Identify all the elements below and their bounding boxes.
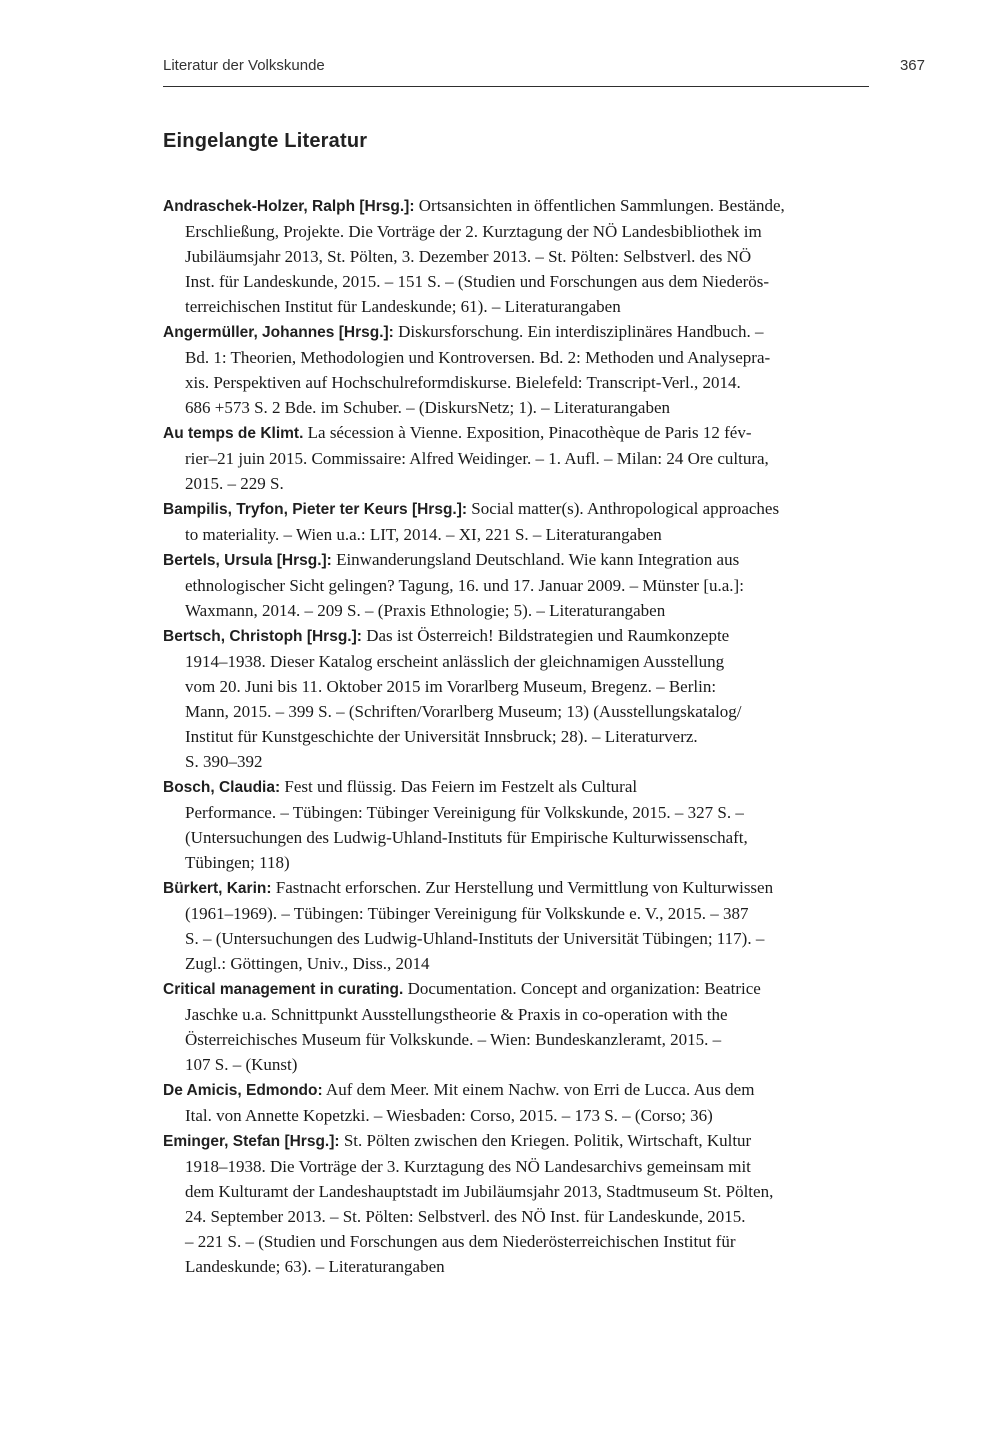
entry-line: Mann, 2015. – 399 S. – (Schriften/Vorarlberg Museum; 13) (Ausstellungskatalog/ bbox=[185, 702, 742, 721]
entry-author: Au temps de Klimt. bbox=[163, 425, 304, 442]
entry-line: terreichischen Institut für Landeskunde; 61). – Literaturangaben bbox=[185, 297, 621, 316]
entry-line: Bampilis, Tryfon, Pieter ter Keurs [Hrsg.]: Social matter(s). Anthropological approaches bbox=[163, 499, 780, 518]
entry-line: Angermüller, Johannes [Hrsg.]: Diskursforschung. Ein interdisziplinäres Handbuch. – bbox=[163, 322, 764, 341]
entry-line: Bertsch, Christoph [Hrsg.]: Das ist Österreich! Bildstrategien und Raumkonzepte bbox=[163, 626, 730, 645]
entry-line: Jaschke u.a. Schnittpunkt Ausstellungstheorie & Praxis in co-operation with the bbox=[185, 1005, 728, 1024]
entry-line: (1961–1969). – Tübingen: Tübinger Vereinigung für Volkskunde e. V., 2015. – 387 bbox=[185, 904, 749, 923]
entry-line: Ital. von Annette Kopetzki. – Wiesbaden: Corso, 2015. – 173 S. – (Corso; 36) bbox=[185, 1106, 713, 1125]
entry-line: De Amicis, Edmondo: Auf dem Meer. Mit einem Nachw. von Erri de Lucca. Aus dem bbox=[163, 1080, 755, 1099]
section-heading: Eingelangte Literatur bbox=[163, 130, 368, 152]
bibliography-entry bbox=[163, 976, 877, 1077]
entry-line: 1914–1938. Dieser Katalog erscheint anlässlich der gleichnamigen Ausstellung bbox=[185, 652, 725, 671]
entry-line: 107 S. – (Kunst) bbox=[185, 1055, 298, 1074]
bibliography-entry bbox=[163, 875, 877, 976]
entry-line: rier–21 juin 2015. Commissaire: Alfred Weidinger. – 1. Aufl. – Milan: 24 Ore cultura, bbox=[185, 449, 769, 468]
entry-line: 686 +573 S. 2 Bde. im Schuber. – (DiskursNetz; 1). – Literaturangaben bbox=[185, 398, 671, 417]
entry-author: Angermüller, Johannes [Hrsg.]: bbox=[163, 324, 394, 341]
running-header-title: Literatur der Volkskunde bbox=[163, 57, 325, 74]
bibliography-entry bbox=[163, 193, 877, 319]
bibliography-entry bbox=[163, 420, 877, 496]
entry-line: Österreichisches Museum für Volkskunde. – Wien: Bundeskanzleramt, 2015. – bbox=[185, 1030, 722, 1049]
entry-line: (Untersuchungen des Ludwig-Uhland-Instituts für Empirische Kulturwissenschaft, bbox=[185, 828, 748, 847]
entry-line: 1918–1938. Die Vorträge der 3. Kurztagung des NÖ Landesarchivs gemeinsam mit bbox=[185, 1157, 751, 1176]
entry-author: Eminger, Stefan [Hrsg.]: bbox=[163, 1133, 340, 1150]
bibliography-entry bbox=[163, 1077, 877, 1128]
header-divider bbox=[163, 86, 869, 87]
page-number: 367 bbox=[899, 57, 925, 74]
entry-line: Landeskunde; 63). – Literaturangaben bbox=[185, 1257, 445, 1276]
entry-line: Eminger, Stefan [Hrsg.]: St. Pölten zwischen den Kriegen. Politik, Wirtschaft, Kultur bbox=[163, 1131, 752, 1150]
bibliography-entry bbox=[163, 547, 877, 623]
entry-line: Performance. – Tübingen: Tübinger Vereinigung für Volkskunde, 2015. – 327 S. – bbox=[185, 803, 744, 822]
bibliography-list bbox=[163, 193, 877, 1279]
entry-line: dem Kulturamt der Landeshauptstadt im Jubiläumsjahr 2013, Stadtmuseum St. Pölten, bbox=[185, 1182, 774, 1201]
running-header bbox=[163, 57, 925, 74]
bibliography-entry bbox=[163, 623, 877, 774]
entry-line: Zugl.: Göttingen, Univ., Diss., 2014 bbox=[185, 954, 430, 973]
entry-line: Bosch, Claudia: Fest und flüssig. Das Feiern im Festzelt als Cultural bbox=[163, 777, 638, 796]
entry-line: Bürkert, Karin: Fastnacht erforschen. Zur Herstellung und Vermittlung von Kulturwissen bbox=[163, 878, 774, 897]
entry-line: ethnologischer Sicht gelingen? Tagung, 16. und 17. Januar 2009. – Münster [u.a.]: bbox=[185, 576, 744, 595]
entry-line: to materiality. – Wien u.a.: LIT, 2014. – XI, 221 S. – Literaturangaben bbox=[185, 525, 662, 544]
entry-line: Bertels, Ursula [Hrsg.]: Einwanderungsland Deutschland. Wie kann Integration aus bbox=[163, 550, 740, 569]
entry-line: Au temps de Klimt. La sécession à Vienne. Exposition, Pinacothèque de Paris 12 fév- bbox=[163, 423, 752, 442]
bibliography-entry bbox=[163, 774, 877, 875]
entry-line: Andraschek-Holzer, Ralph [Hrsg.]: Ortsansichten in öffentlichen Sammlungen. Bestände, bbox=[163, 196, 785, 215]
bibliography-entry bbox=[163, 1128, 877, 1279]
entry-line: S. 390–392 bbox=[185, 752, 263, 771]
entry-line: Critical management in curating. Documentation. Concept and organization: Beatrice bbox=[163, 979, 761, 998]
entry-author: Bampilis, Tryfon, Pieter ter Keurs [Hrsg.]: bbox=[163, 501, 468, 518]
entry-author: Bertels, Ursula [Hrsg.]: bbox=[163, 552, 332, 569]
entry-author: Bertsch, Christoph [Hrsg.]: bbox=[163, 628, 362, 645]
entry-author: Bosch, Claudia: bbox=[163, 779, 281, 796]
bibliography-entry bbox=[163, 496, 877, 547]
entry-line: Waxmann, 2014. – 209 S. – (Praxis Ethnologie; 5). – Literaturangaben bbox=[185, 601, 666, 620]
entry-line: 24. September 2013. – St. Pölten: Selbstverl. des NÖ Inst. für Landeskunde, 2015. bbox=[185, 1207, 746, 1226]
entry-author: Critical management in curating. bbox=[163, 981, 404, 998]
entry-author: De Amicis, Edmondo: bbox=[163, 1082, 323, 1099]
entry-line: Erschließung, Projekte. Die Vorträge der 2. Kurztagung der NÖ Landesbibliothek im bbox=[185, 222, 762, 241]
entry-author: Bürkert, Karin: bbox=[163, 880, 272, 897]
entry-line: 2015. – 229 S. bbox=[185, 474, 284, 493]
entry-line: S. – (Untersuchungen des Ludwig-Uhland-Instituts der Universität Tübingen; 117). – bbox=[185, 929, 765, 948]
entry-line: xis. Perspektiven auf Hochschulreformdiskurse. Bielefeld: Transcript-Verl., 2014. bbox=[185, 373, 741, 392]
entry-author: Andraschek-Holzer, Ralph [Hrsg.]: bbox=[163, 198, 415, 215]
entry-line: Tübingen; 118) bbox=[185, 853, 290, 872]
entry-line: Jubiläumsjahr 2013, St. Pölten, 3. Dezember 2013. – St. Pölten: Selbstverl. des NÖ bbox=[185, 247, 752, 266]
entry-line: – 221 S. – (Studien und Forschungen aus dem Niederösterreichischen Institut für bbox=[185, 1232, 736, 1251]
entry-line: Institut für Kunstgeschichte der Universität Innsbruck; 28). – Literaturverz. bbox=[185, 727, 698, 746]
entry-line: vom 20. Juni bis 11. Oktober 2015 im Vorarlberg Museum, Bregenz. – Berlin: bbox=[185, 677, 717, 696]
entry-line: Bd. 1: Theorien, Methodologien und Kontroversen. Bd. 2: Methoden und Analysepra- bbox=[185, 348, 771, 367]
entry-line: Inst. für Landeskunde, 2015. – 151 S. – (Studien und Forschungen aus dem Niederös- bbox=[185, 272, 770, 291]
bibliography-entry bbox=[163, 319, 877, 420]
